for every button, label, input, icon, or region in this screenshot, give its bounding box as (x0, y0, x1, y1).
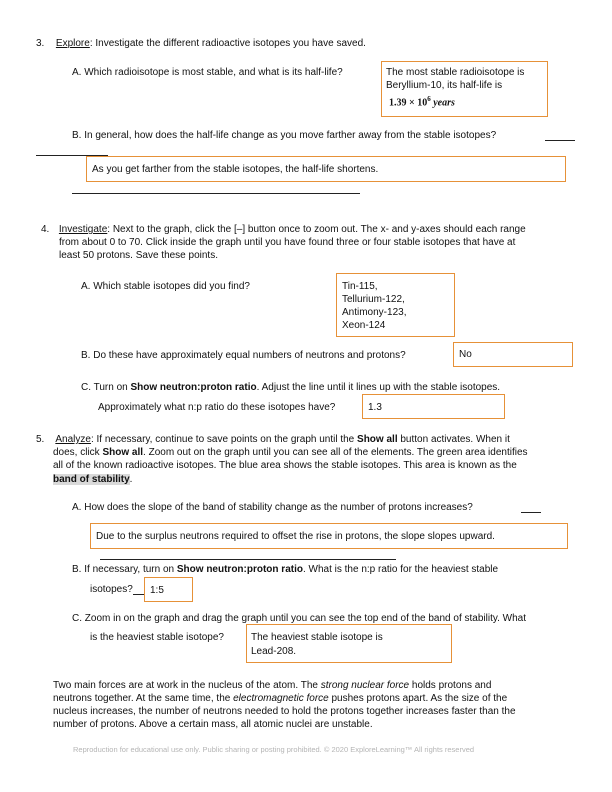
q4a-answer-2: Tellurium-122, (342, 294, 405, 305)
q4a-answer-3: Antimony-123, (342, 307, 407, 318)
q5c-line1: C. Zoom in on the graph and drag the graph until you can see the top end of the band of stability. What (72, 613, 526, 624)
q3a-answer-value: $1.39 \times 10^6$ years (389, 95, 455, 109)
q3-number: 3. (36, 38, 45, 49)
q3a-answer-line1: The most stable radioisotope is (386, 67, 525, 78)
q5c-line2: is the heaviest stable isotope? (90, 632, 224, 643)
q5-line1: 5. Analyze: If necessary, continue to save points on the graph until the Show all button activates. When it (36, 434, 510, 445)
q4-line2: from about 0 to 70. Click inside the graph until you have found three or four stable isotopes that have at (59, 237, 516, 248)
band-of-stability-term: band of stability (53, 474, 130, 485)
q5c-answer-line1: The heaviest stable isotope is (251, 632, 383, 643)
q5-line2: does, click Show all. Zoom out on the graph until you can see all of the elements. The green area identifies (53, 447, 528, 458)
q4c-line1: C. Turn on Show neutron:proton ratio. Adjust the line until it lines up with the stable isotopes. (81, 382, 501, 393)
q4-line1: 4. Investigate: Next to the graph, click the [–] button once to zoom out. The x- and y-axes should each range (41, 224, 526, 235)
q3a-answer-line2: Beryllium-10, its half-life is (386, 80, 503, 91)
q4c-answer: 1.3 (368, 402, 382, 413)
q4a-answer-4: Xeon-124 (342, 320, 386, 331)
q4b-question: B. Do these have approximately equal numbers of neutrons and protons? (81, 350, 406, 361)
q5b-line2: isotopes? (90, 584, 133, 595)
q5a-question: A. How does the slope of the band of stability change as the number of protons increases? (72, 502, 473, 513)
q4b-answer: No (459, 349, 472, 360)
q4c-answer-box[interactable] (362, 394, 505, 419)
q3-lead: Explore (55, 38, 90, 49)
q3-text: : Investigate the different radioactive isotopes you have saved. (89, 38, 366, 49)
q4a-question: A. Which stable isotopes did you find? (81, 281, 250, 292)
q3b-blank-line-1 (545, 140, 575, 141)
q3b-answer: As you get farther from the stable isotopes, the half-life shortens. (92, 164, 379, 175)
q3-heading (36, 38, 366, 49)
closing-line-3: nucleus increases, the number of neutrons needed to hold the protons together increases faster than the (53, 706, 516, 717)
q5b-line1: B. If necessary, turn on Show neutron:proton ratio. What is the n:p ratio for the heaviest stable (72, 564, 499, 575)
q5c-answer-line2: Lead-208. (251, 646, 297, 657)
closing-paragraph (53, 679, 573, 731)
q5a-answer: Due to the surplus neutrons required to offset the rise in protons, the slope slopes upward. (96, 531, 495, 542)
q5a-blank-line-1 (521, 512, 541, 513)
q5-line4: band of stability. (53, 474, 133, 485)
closing-line-1: Two main forces are at work in the nucleus of the atom. The strong nuclear force holds protons and (53, 680, 492, 691)
q3a-question: A. Which radioisotope is most stable, and what is its half-life? (72, 67, 343, 78)
footer-copyright: Reproduction for educational use only. Public sharing or posting prohibited. © 2020 ExploreLearning™ All rights reserved (73, 745, 475, 754)
q4c-question2: Approximately what n:p ratio do these isotopes have? (98, 402, 336, 413)
q5-line3: all of the known radioactive isotopes. The blue area shows the stable isotopes. This area is known as the (53, 460, 517, 471)
closing-line-2: neutrons together. At the same time, the electromagnetic force pushes protons apart. As the size of the (53, 693, 508, 704)
q5a-blank-line-2 (100, 559, 396, 560)
q4-line3: least 50 protons. Save these points. (59, 250, 218, 261)
q3b-blank-line-3 (72, 193, 360, 194)
q5b-answer: 1:5 (150, 585, 164, 596)
closing-line-4: number of protons. Above a certain mass, all atomic nuclei are unstable. (53, 719, 373, 730)
q3b-question: B. In general, how does the half-life change as you move farther away from the stable isotopes? (72, 130, 497, 141)
q4a-answer-1: Tin-115, (342, 281, 378, 292)
